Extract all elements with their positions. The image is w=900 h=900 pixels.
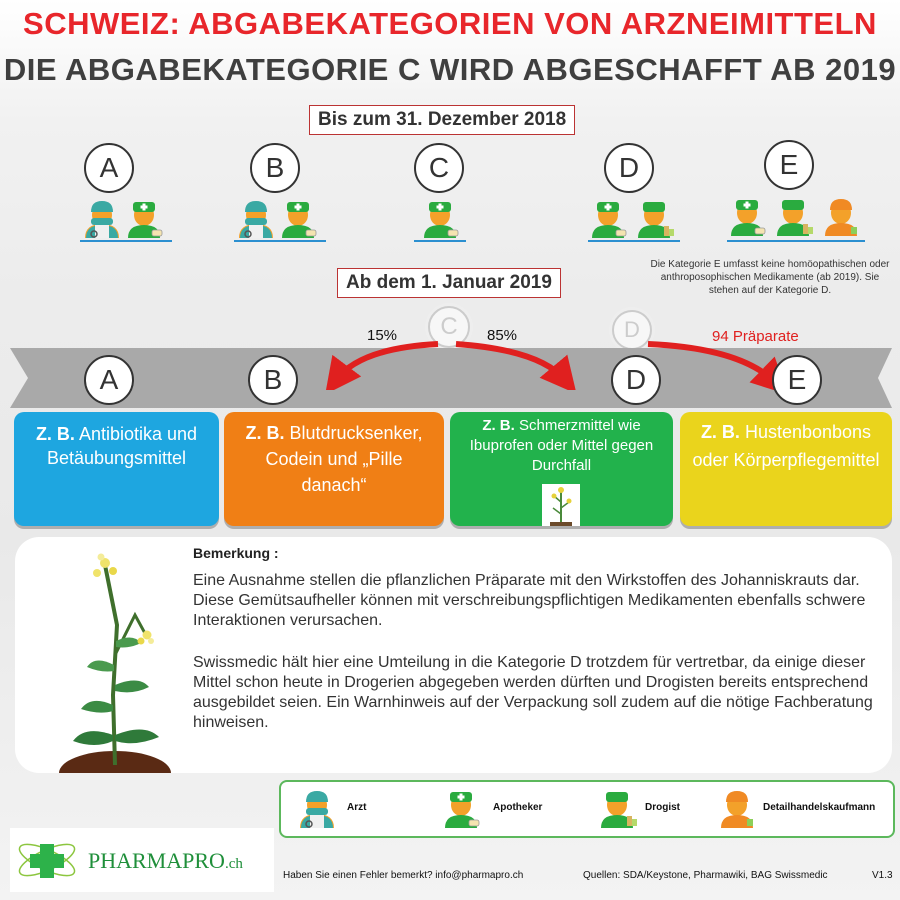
logo-text: PHARMAPRO xyxy=(88,848,225,873)
zb-label: Z. B. xyxy=(245,423,285,443)
arzt-icon xyxy=(85,201,119,238)
arrow-c-to-d xyxy=(456,344,565,380)
legend-label-apotheker: Apotheker xyxy=(493,802,543,813)
category-box-a-text: Antibiotika und Betäubungsmittel xyxy=(46,424,198,468)
subtitle: DIE ABGABEKATEGORIE C WIRD ABGESCHAFFT AB 2019 xyxy=(3,52,897,87)
version: V1.3 xyxy=(872,870,893,881)
arzt-icon xyxy=(297,788,337,830)
date-label-after: Ab dem 1. Januar 2019 xyxy=(337,268,561,298)
st-johns-wort-plant-icon xyxy=(55,545,175,773)
persons-group-d xyxy=(588,198,680,240)
persons-group-c xyxy=(420,198,466,240)
label-d-to-e: 94 Präparate xyxy=(712,328,799,345)
apotheker-icon xyxy=(128,202,162,238)
category-circle-c-before: C xyxy=(414,143,464,193)
drogist-icon xyxy=(638,202,674,238)
apotheker-icon xyxy=(441,788,485,830)
category-circle-d-after: D xyxy=(611,355,661,405)
logo-suffix: .ch xyxy=(224,856,243,872)
category-circle-a-after: A xyxy=(84,355,134,405)
apotheker-icon xyxy=(282,202,316,238)
arrow-d-to-e xyxy=(648,344,775,382)
persons-group-a xyxy=(82,198,172,240)
pharmacy-cross-icon xyxy=(14,834,80,886)
percent-c-to-b: 15% xyxy=(367,327,398,344)
remark-panel xyxy=(15,537,892,773)
detailhandelskaufmann-icon xyxy=(717,788,761,830)
category-circle-e-after: E xyxy=(772,355,822,405)
divider xyxy=(414,240,466,242)
legend-label-arzt: Arzt xyxy=(347,802,367,813)
date-label-before: Bis zum 31. Dezember 2018 xyxy=(309,105,575,135)
persons-group-e xyxy=(727,196,867,238)
divider xyxy=(588,240,680,242)
arzt-icon xyxy=(239,201,273,238)
pharmapro-logo xyxy=(10,828,274,892)
drogist-icon xyxy=(597,788,641,830)
apotheker-icon xyxy=(592,202,626,238)
remark-paragraph-1: Eine Ausnahme stellen die pflanzlichen Präparate mit den Wirkstoffen des Johanniskrauts dar. Diese Gemütsaufheller können mit verschreibungspflichtigen Medikamenten ebenfalls schwere Interaktionen verursachen. xyxy=(193,572,866,629)
category-circle-d-before: D xyxy=(604,143,654,193)
category-circle-c-faded: C xyxy=(428,306,470,348)
arrow-c-to-b xyxy=(336,344,438,380)
category-circle-b-before: B xyxy=(250,143,300,193)
divider xyxy=(80,240,172,242)
category-box-d xyxy=(450,412,673,526)
shift-arrows xyxy=(0,330,900,390)
main-title: SCHWEIZ: ABGABEKATEGORIEN VON ARZNEIMITTELN xyxy=(23,6,877,41)
remark-paragraph-2: Swissmedic hält hier eine Umteilung in die Kategorie D trotzdem für vertretbar, da einige dieser Mittel schon heute in Drogerien abgegeben werden dürften und Drogisten bereits entsprechend ausgebildet seien. Ein Warnhinweis auf der Verpackung soll zudem auf die nötige Fachberatung hinweisen. xyxy=(193,654,873,731)
remark-title: Bemerkung : xyxy=(193,545,279,561)
plant-thumbnail-icon xyxy=(542,484,580,526)
persons-group-b xyxy=(236,198,326,240)
note-category-e: Die Kategorie E umfasst keine homöopathischen oder anthroposophischen Medikamente (ab 2019). Sie stehen auf der Kategorie D. xyxy=(650,259,890,296)
legend-label-detailhandelskaufmann: Detailhandelskaufmann xyxy=(763,802,876,813)
legend-panel xyxy=(279,780,895,838)
percent-c-to-d: 85% xyxy=(487,327,518,344)
drogist-icon xyxy=(777,200,813,236)
zb-label: Z. B. xyxy=(700,422,740,442)
divider xyxy=(727,240,865,242)
error-note: Haben Sie einen Fehler bemerkt? info@pharmapro.ch xyxy=(283,870,524,881)
category-circle-a-before: A xyxy=(84,143,134,193)
detailhandelskaufmann-icon xyxy=(825,199,857,236)
divider xyxy=(234,240,326,242)
zb-label: Z. B. xyxy=(35,424,75,444)
category-circle-d-faded: D xyxy=(612,310,652,350)
category-box-e xyxy=(680,412,892,526)
category-box-b-text: Blutdrucksenker, Codein und „Pille danach“ xyxy=(265,423,423,495)
category-box-e-text: Hustenbonbons oder Körperpflegemittel xyxy=(692,422,880,470)
sources: Quellen: SDA/Keystone, Pharmawiki, BAG Swissmedic xyxy=(583,870,828,881)
category-box-b xyxy=(224,412,444,526)
zb-label: Z. B. xyxy=(482,417,515,434)
category-box-d-text: Schmerzmittel wie Ibuprofen oder Mittel gegen Durchfall xyxy=(469,417,654,474)
apotheker-icon xyxy=(424,202,458,238)
category-circle-b-after: B xyxy=(248,355,298,405)
legend-label-drogist: Drogist xyxy=(645,802,680,813)
apotheker-icon xyxy=(731,200,765,236)
category-box-a xyxy=(14,412,219,526)
category-circle-e-before: E xyxy=(764,140,814,190)
